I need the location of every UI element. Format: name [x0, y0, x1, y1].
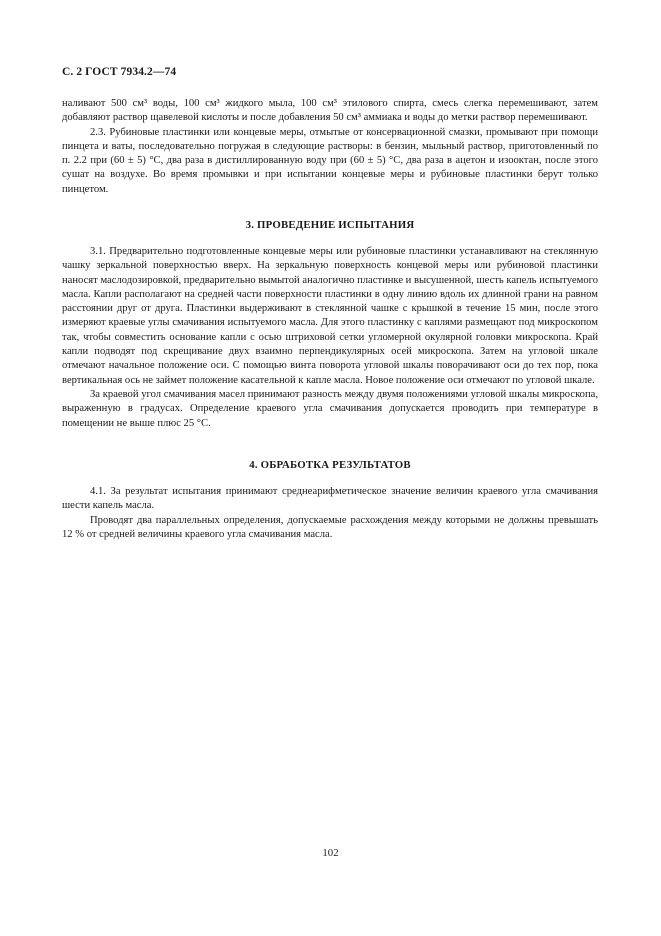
section-4-title: 4. ОБРАБОТКА РЕЗУЛЬТАТОВ [249, 459, 411, 471]
section-3-body [62, 245, 598, 431]
paragraph-contact-angle: За краевой угол смачивания масел принимают разность между двумя положениями угловой шкалы микроскопа, выраженную в градусах. Определение краевого угла смачивания допускается проводить при температуре в помещении не выше плюс 25 °С. [62, 388, 598, 429]
paragraph-3-1: 3.1. Предварительно подготовленные концевые меры или рубиновые пластинки устанавливают на стеклянную чашку зеркальной поверхностью вверх. На зеркальную поверхность концевой меры или рубиновой пластинки наносят маслодозировкой, предварительно вымытой аналогично пластинке и высушенной, шесть капель испытуемого масла. Капли располагают на средней части поверхности пластинки в одну линию вдоль их длинной грани на равном расстоянии друг от друга. Пластинки выдерживают в стеклянной чашке с крышкой в течение 15 мин, после этого измеряют краевые углы смачивания испытуемого масла. Для этого пластинку с каплями размещают под микроскопом так, чтобы совместить основание капли с осью штриховой сетки угломерной окулярной головки микроскопа. Край капли подводят под скрещивание двух взаимно перпендикулярных осей микроскопа. Затем на угловой шкале отмечают начальное положение оси. С помощью винта поворота угловой шкалы поворачивают оси до тех пор, пока вертикальная ось не займет положение касательной к капле масла. Новое положение оси отмечают по угловой шкале. [62, 246, 598, 386]
paragraph-2-2-end: наливают 500 см³ воды, 100 см³ жидкого мыла, 100 см³ этилового спирта, смесь слегка перемешивают, затем добавляют раствор щавелевой кислоты и после добавления 50 см³ аммиака и воды до метки раствор перемешивают. [62, 98, 598, 124]
page-number: 102 [322, 847, 339, 859]
paragraph-4-1: 4.1. За результат испытания принимают среднеарифметическое значение величин краевого угла смачивания шести капель масла. [62, 486, 598, 512]
page-header: С. 2 ГОСТ 7934.2—74 [62, 66, 177, 78]
paragraph-parallel-determinations: Проводят два параллельных определения, допускаемые расхождения между которыми не должны превышать 12 % от средней величины краевого угла смачивания масла. [62, 514, 598, 540]
section-3-title: 3. ПРОВЕДЕНИЕ ИСПЫТАНИЯ [245, 219, 415, 231]
paragraph-2-3: 2.3. Рубиновые пластинки или концевые меры, отмытые от консервационной смазки, промывают при помощи пинцета и ваты, последовательно погружая в следующие растворы: в бензин, мыльный раствор, приготовленный по п. 2.2 при (60 ± 5) °С, два раза в дистиллированную воду при (60 ± 5) °С, два раза в ацетон и изооктан, после этого сушат на воздухе. Во время промывки и при испытании концевые меры и рубиновые пластинки берут только пинцетом. [62, 126, 598, 195]
section-2-continuation [62, 97, 598, 197]
section-4-body [62, 485, 598, 542]
